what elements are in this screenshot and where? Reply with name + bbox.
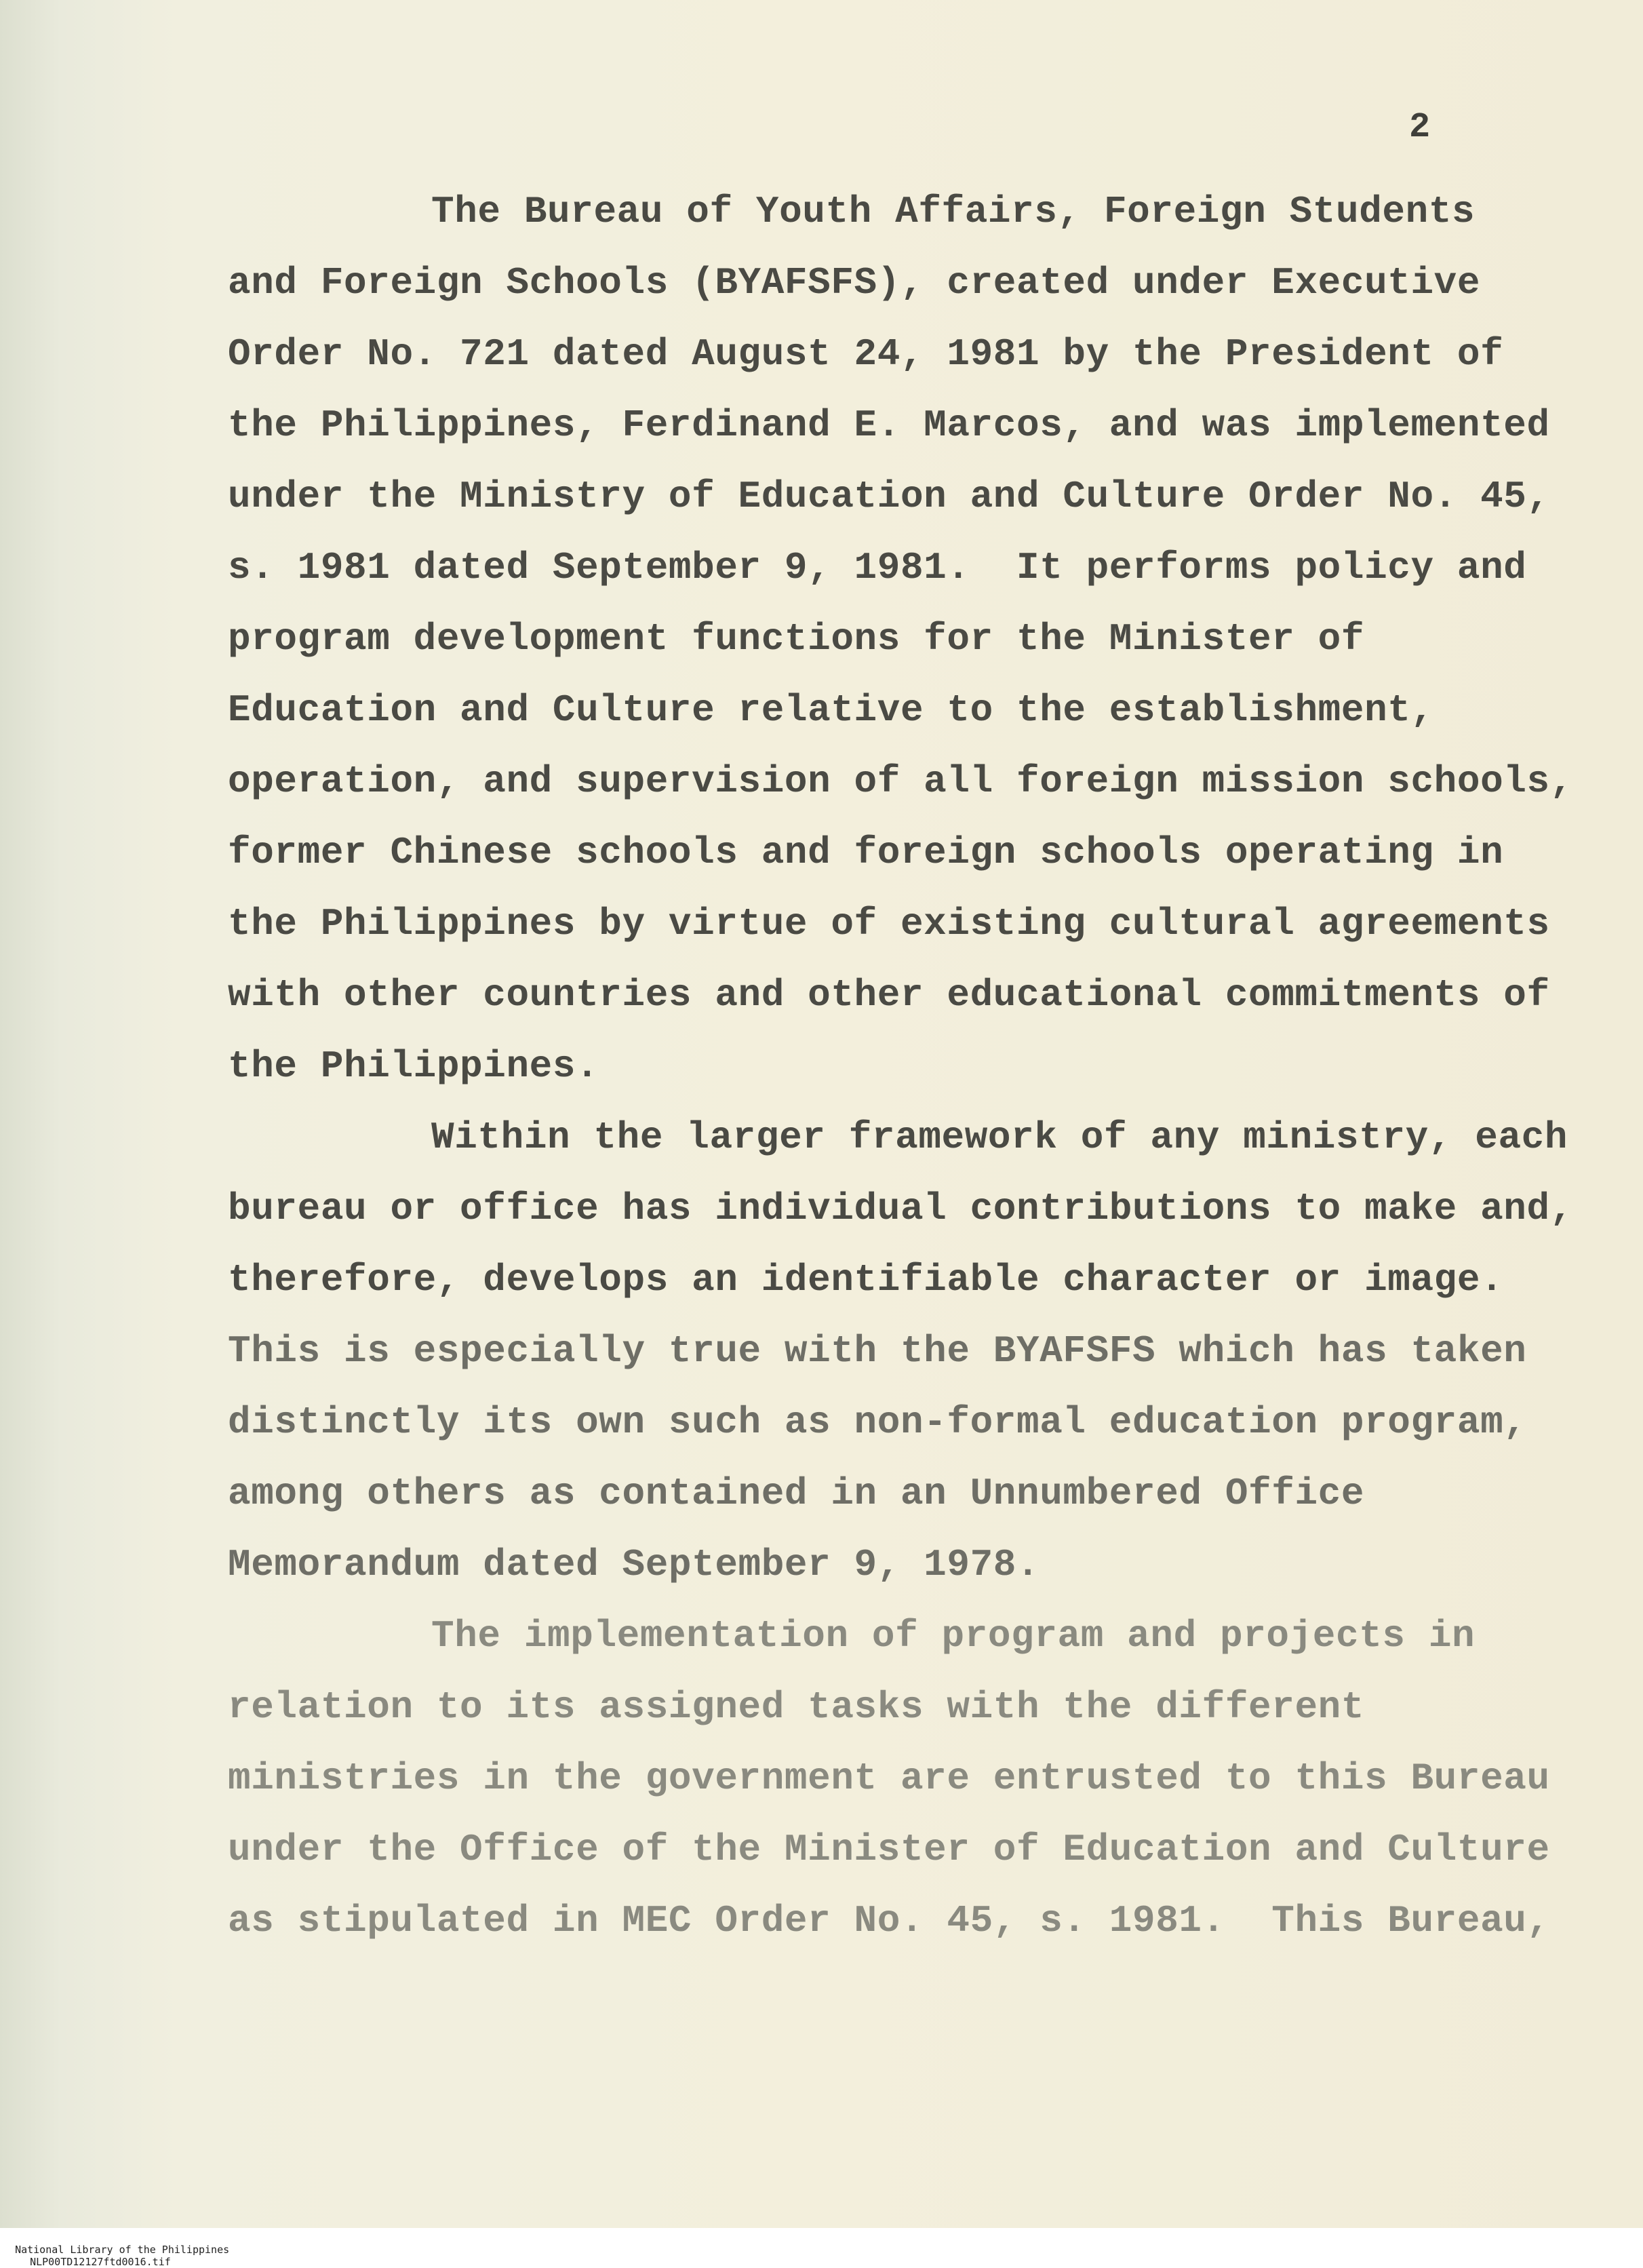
paragraph-2-line-4: This is especially true with the BYAFSFS which has taken [228, 1329, 1527, 1373]
paragraph-1-line-5: under the Ministry of Education and Culture Order No. 45, [228, 475, 1550, 518]
paragraph-3-line-4: under the Office of the Minister of Education and Culture [228, 1828, 1550, 1871]
paragraph-2-line-6: among others as contained in an Unnumbered Office [228, 1472, 1365, 1515]
paragraph-3-line-2: relation to its assigned tasks with the different [228, 1685, 1365, 1729]
paragraph-3-line-1: The implementation of program and projects in [431, 1614, 1476, 1658]
paragraph-1-line-1: The Bureau of Youth Affairs, Foreign Students [431, 190, 1476, 233]
footer-filename: NLP00TD12127ftd0016.tif [30, 2256, 171, 2268]
scan-footer [3, 2231, 229, 2268]
paragraph-1-line-13: the Philippines. [228, 1044, 599, 1088]
paragraph-1-line-10: former Chinese schools and foreign schools operating in [228, 831, 1504, 874]
footer-library: National Library of the Philippines [15, 2244, 230, 2256]
paragraph-1-line-9: operation, and supervision of all foreign mission schools, [228, 760, 1573, 803]
document-body [228, 176, 1577, 1957]
page-number: 2 [1409, 107, 1431, 147]
paragraph-2-line-3: therefore, develops an identifiable character or image. [228, 1258, 1504, 1302]
paragraph-1-line-11: the Philippines by virtue of existing cultural agreements [228, 902, 1550, 945]
footer-bar [0, 2228, 1643, 2248]
paragraph-1-line-7: program development functions for the Minister of [228, 617, 1365, 661]
paragraph-2-line-2: bureau or office has individual contributions to make and, [228, 1187, 1573, 1230]
paragraph-1-line-2: and Foreign Schools (BYAFSFS), created under Executive [228, 261, 1481, 305]
paragraph-1-line-12: with other countries and other educational commitments of [228, 973, 1550, 1017]
paragraph-2-line-5: distinctly its own such as non-formal education program, [228, 1401, 1527, 1444]
paragraph-1-line-3: Order No. 721 dated August 24, 1981 by the President of [228, 332, 1504, 376]
paragraph-2-line-7: Memorandum dated September 9, 1978. [228, 1543, 1040, 1586]
paragraph-2-line-1: Within the larger framework of any ministry, each [431, 1116, 1568, 1159]
paragraph-1-line-4: the Philippines, Ferdinand E. Marcos, and was implemented [228, 404, 1550, 447]
paragraph-1-line-8: Education and Culture relative to the establishment, [228, 688, 1434, 732]
paragraph-3-line-3: ministries in the government are entrusted to this Bureau [228, 1757, 1550, 1800]
paragraph-1-line-6: s. 1981 dated September 9, 1981. It performs policy and [228, 546, 1527, 589]
paragraph-3-line-5: as stipulated in MEC Order No. 45, s. 1981. This Bureau, [228, 1899, 1550, 1942]
